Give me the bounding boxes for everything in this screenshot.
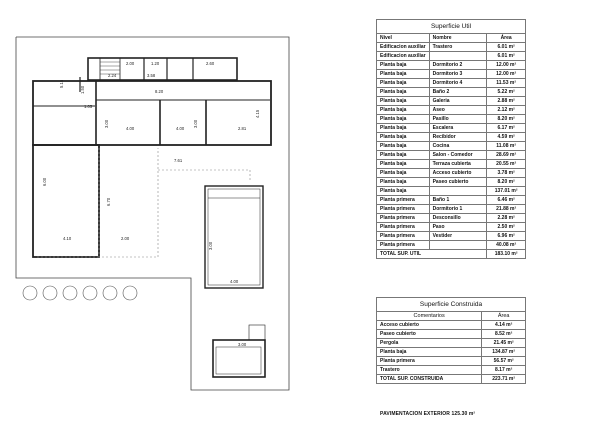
col-header-area: Área — [482, 312, 526, 321]
cell-area: 6.96 m² — [487, 232, 526, 241]
svg-text:1.05: 1.05 — [84, 104, 93, 109]
table-row — [377, 214, 526, 223]
table-row — [377, 169, 526, 178]
cell-nombre: Paseo cubierto — [429, 178, 487, 187]
cell-nombre: Recibidor — [429, 133, 487, 142]
table-row — [377, 106, 526, 115]
cell-nivel: Planta baja — [377, 88, 430, 97]
cell-area: 2.50 m² — [487, 223, 526, 232]
cell-nombre: Baño 1 — [429, 196, 487, 205]
superficie-util-table — [376, 19, 526, 259]
cell-nombre: Planta baja — [377, 348, 482, 357]
cell-nivel: Planta primera — [377, 241, 430, 250]
cell-nivel: Planta primera — [377, 205, 430, 214]
cell-nombre: Vestider — [429, 232, 487, 241]
construida-total-area: 223.71 m² — [482, 375, 526, 384]
table-row — [377, 88, 526, 97]
storage-building — [213, 325, 265, 377]
cell-nivel: Planta baja — [377, 151, 430, 160]
table-row — [377, 133, 526, 142]
cell-area: 21.88 m² — [487, 205, 526, 214]
cell-nivel: Planta baja — [377, 178, 430, 187]
cell-area: 8.52 m² — [482, 330, 526, 339]
table-row — [377, 241, 526, 250]
pool — [205, 186, 263, 288]
cell-nombre: Paseo cubierto — [377, 330, 482, 339]
cell-nombre: Acceso cubierto — [377, 321, 482, 330]
cell-area: 4.14 m² — [482, 321, 526, 330]
cell-area: 8.20 m² — [487, 115, 526, 124]
cell-area: 56.57 m² — [482, 357, 526, 366]
table-row — [377, 124, 526, 133]
svg-text:6.00: 6.00 — [42, 177, 47, 186]
svg-text:2.00: 2.00 — [126, 61, 135, 66]
svg-text:3.00: 3.00 — [238, 342, 247, 347]
cell-nombre: Dormitorio 2 — [429, 61, 487, 70]
svg-text:2.81: 2.81 — [238, 126, 247, 131]
cell-area: 6.01 m² — [487, 52, 526, 61]
table-row — [377, 115, 526, 124]
cell-nombre: Pergola — [377, 339, 482, 348]
cell-nombre — [429, 52, 487, 61]
svg-text:3.00: 3.00 — [208, 241, 213, 250]
table-row — [377, 196, 526, 205]
cell-area: 11.08 m² — [487, 142, 526, 151]
cell-area: 6.01 m² — [487, 43, 526, 52]
cell-nombre: Escalera — [429, 124, 487, 133]
svg-text:4.00: 4.00 — [176, 126, 185, 131]
svg-text:3.58: 3.58 — [147, 73, 156, 78]
cell-area: 28.69 m² — [487, 151, 526, 160]
cell-area: 2.12 m² — [487, 106, 526, 115]
util-total-row — [377, 250, 526, 259]
cell-nombre: Acceso cubierto — [429, 169, 487, 178]
house-walls — [33, 58, 271, 257]
cell-nivel: Planta baja — [377, 160, 430, 169]
cell-area: 40.08 m² — [487, 241, 526, 250]
svg-text:1.50: 1.50 — [80, 85, 85, 94]
cell-nivel: Edificacion auxiliar — [377, 43, 430, 52]
cell-area: 20.55 m² — [487, 160, 526, 169]
table-row — [377, 52, 526, 61]
cell-nivel: Planta baja — [377, 115, 430, 124]
svg-text:4.00: 4.00 — [230, 279, 239, 284]
cell-area: 11.53 m² — [487, 79, 526, 88]
cell-nombre: Pasillo — [429, 115, 487, 124]
table-row — [377, 151, 526, 160]
svg-text:4.00: 4.00 — [126, 126, 135, 131]
svg-text:2.60: 2.60 — [206, 61, 215, 66]
cell-nombre: Trastero — [377, 366, 482, 375]
util-title: Superficie Util — [377, 20, 526, 34]
cell-nombre: Terraza cubierta — [429, 160, 487, 169]
svg-text:4.15: 4.15 — [255, 109, 260, 118]
plot-boundary — [16, 37, 289, 390]
cell-nombre: Paso — [429, 223, 487, 232]
table-row — [377, 321, 526, 330]
svg-text:4.10: 4.10 — [63, 236, 72, 241]
cell-area: 2.28 m² — [487, 214, 526, 223]
table-row — [377, 61, 526, 70]
table-row — [377, 43, 526, 52]
table-row — [377, 160, 526, 169]
cell-area: 3.78 m² — [487, 169, 526, 178]
cell-nombre: Desconsillo — [429, 214, 487, 223]
table-row — [377, 232, 526, 241]
cell-nivel: Planta primera — [377, 196, 430, 205]
superficie-construida-table — [376, 297, 526, 384]
cell-area: 12.00 m² — [487, 70, 526, 79]
cell-area: 2.88 m² — [487, 97, 526, 106]
table-row — [377, 178, 526, 187]
cell-nombre: Trastero — [429, 43, 487, 52]
cell-nivel: Planta baja — [377, 142, 430, 151]
cell-nivel: Planta baja — [377, 187, 430, 196]
cell-nivel: Planta baja — [377, 61, 430, 70]
cell-area: 4.59 m² — [487, 133, 526, 142]
cell-area: 134.87 m² — [482, 348, 526, 357]
svg-text:2.24: 2.24 — [108, 73, 117, 78]
construida-total-row — [377, 375, 526, 384]
cell-nombre: Aseo — [429, 106, 487, 115]
construida-title: Superficie Construida — [377, 298, 526, 312]
table-row — [377, 205, 526, 214]
svg-text:8.20: 8.20 — [155, 89, 164, 94]
table-row — [377, 348, 526, 357]
table-row — [377, 79, 526, 88]
cell-nombre: Cocina — [429, 142, 487, 151]
cell-area: 6.17 m² — [487, 124, 526, 133]
cell-nombre: Dormitorio 3 — [429, 70, 487, 79]
svg-text:3.00: 3.00 — [104, 119, 109, 128]
cell-nivel: Planta baja — [377, 169, 430, 178]
cell-nivel: Planta baja — [377, 97, 430, 106]
cell-nombre: Dormitorio 1 — [429, 205, 487, 214]
cell-area: 12.00 m² — [487, 61, 526, 70]
cell-nombre: Planta primera — [377, 357, 482, 366]
cell-nombre: Galeria — [429, 97, 487, 106]
svg-text:3.00: 3.00 — [193, 119, 198, 128]
svg-text:2.00: 2.00 — [121, 236, 130, 241]
svg-text:6.70: 6.70 — [106, 197, 111, 206]
cell-area: 21.45 m² — [482, 339, 526, 348]
cell-area: 8.17 m² — [482, 366, 526, 375]
svg-text:1.20: 1.20 — [151, 61, 160, 66]
col-header-area: Área — [487, 34, 526, 43]
dimension-labels — [42, 61, 260, 347]
util-total-area: 183.10 m² — [487, 250, 526, 259]
table-row — [377, 187, 526, 196]
cell-nombre — [429, 241, 487, 250]
table-row — [377, 330, 526, 339]
table-row — [377, 97, 526, 106]
cell-nivel: Planta baja — [377, 70, 430, 79]
cell-nivel: Planta primera — [377, 223, 430, 232]
cell-area: 8.20 m² — [487, 178, 526, 187]
cell-nivel: Planta primera — [377, 214, 430, 223]
cell-nivel: Planta baja — [377, 124, 430, 133]
cell-nombre: Salon - Comedor — [429, 151, 487, 160]
table-row — [377, 142, 526, 151]
cell-area: 6.46 m² — [487, 196, 526, 205]
cell-nombre — [429, 187, 487, 196]
circles-row — [23, 286, 137, 300]
col-header-comentarios: Comentarios — [377, 312, 482, 321]
construida-total-label: TOTAL SUP. CONSTRUIDA — [377, 375, 482, 384]
cell-area: 137.01 m² — [487, 187, 526, 196]
cell-area: 5.22 m² — [487, 88, 526, 97]
table-row — [377, 223, 526, 232]
cell-nivel: Planta baja — [377, 79, 430, 88]
cell-nivel: Planta primera — [377, 232, 430, 241]
cell-nombre: Baño 2 — [429, 88, 487, 97]
util-total-label: TOTAL SUP. UTIL — [377, 250, 487, 259]
table-row — [377, 357, 526, 366]
table-row — [377, 366, 526, 375]
table-row — [377, 339, 526, 348]
cell-nivel: Planta baja — [377, 106, 430, 115]
pavimentacion-exterior: PAVIMENTACION EXTERIOR 125.30 m² — [380, 411, 476, 417]
col-header-nombre: Nombre — [429, 34, 487, 43]
table-row — [377, 70, 526, 79]
cell-nivel: Planta baja — [377, 133, 430, 142]
col-header-nivel: Nivel — [377, 34, 430, 43]
svg-text:5.15: 5.15 — [59, 79, 64, 88]
svg-text:7.61: 7.61 — [174, 158, 183, 163]
cell-nivel: Edificacion auxiliar — [377, 52, 430, 61]
cell-nombre: Dormitorio 4 — [429, 79, 487, 88]
